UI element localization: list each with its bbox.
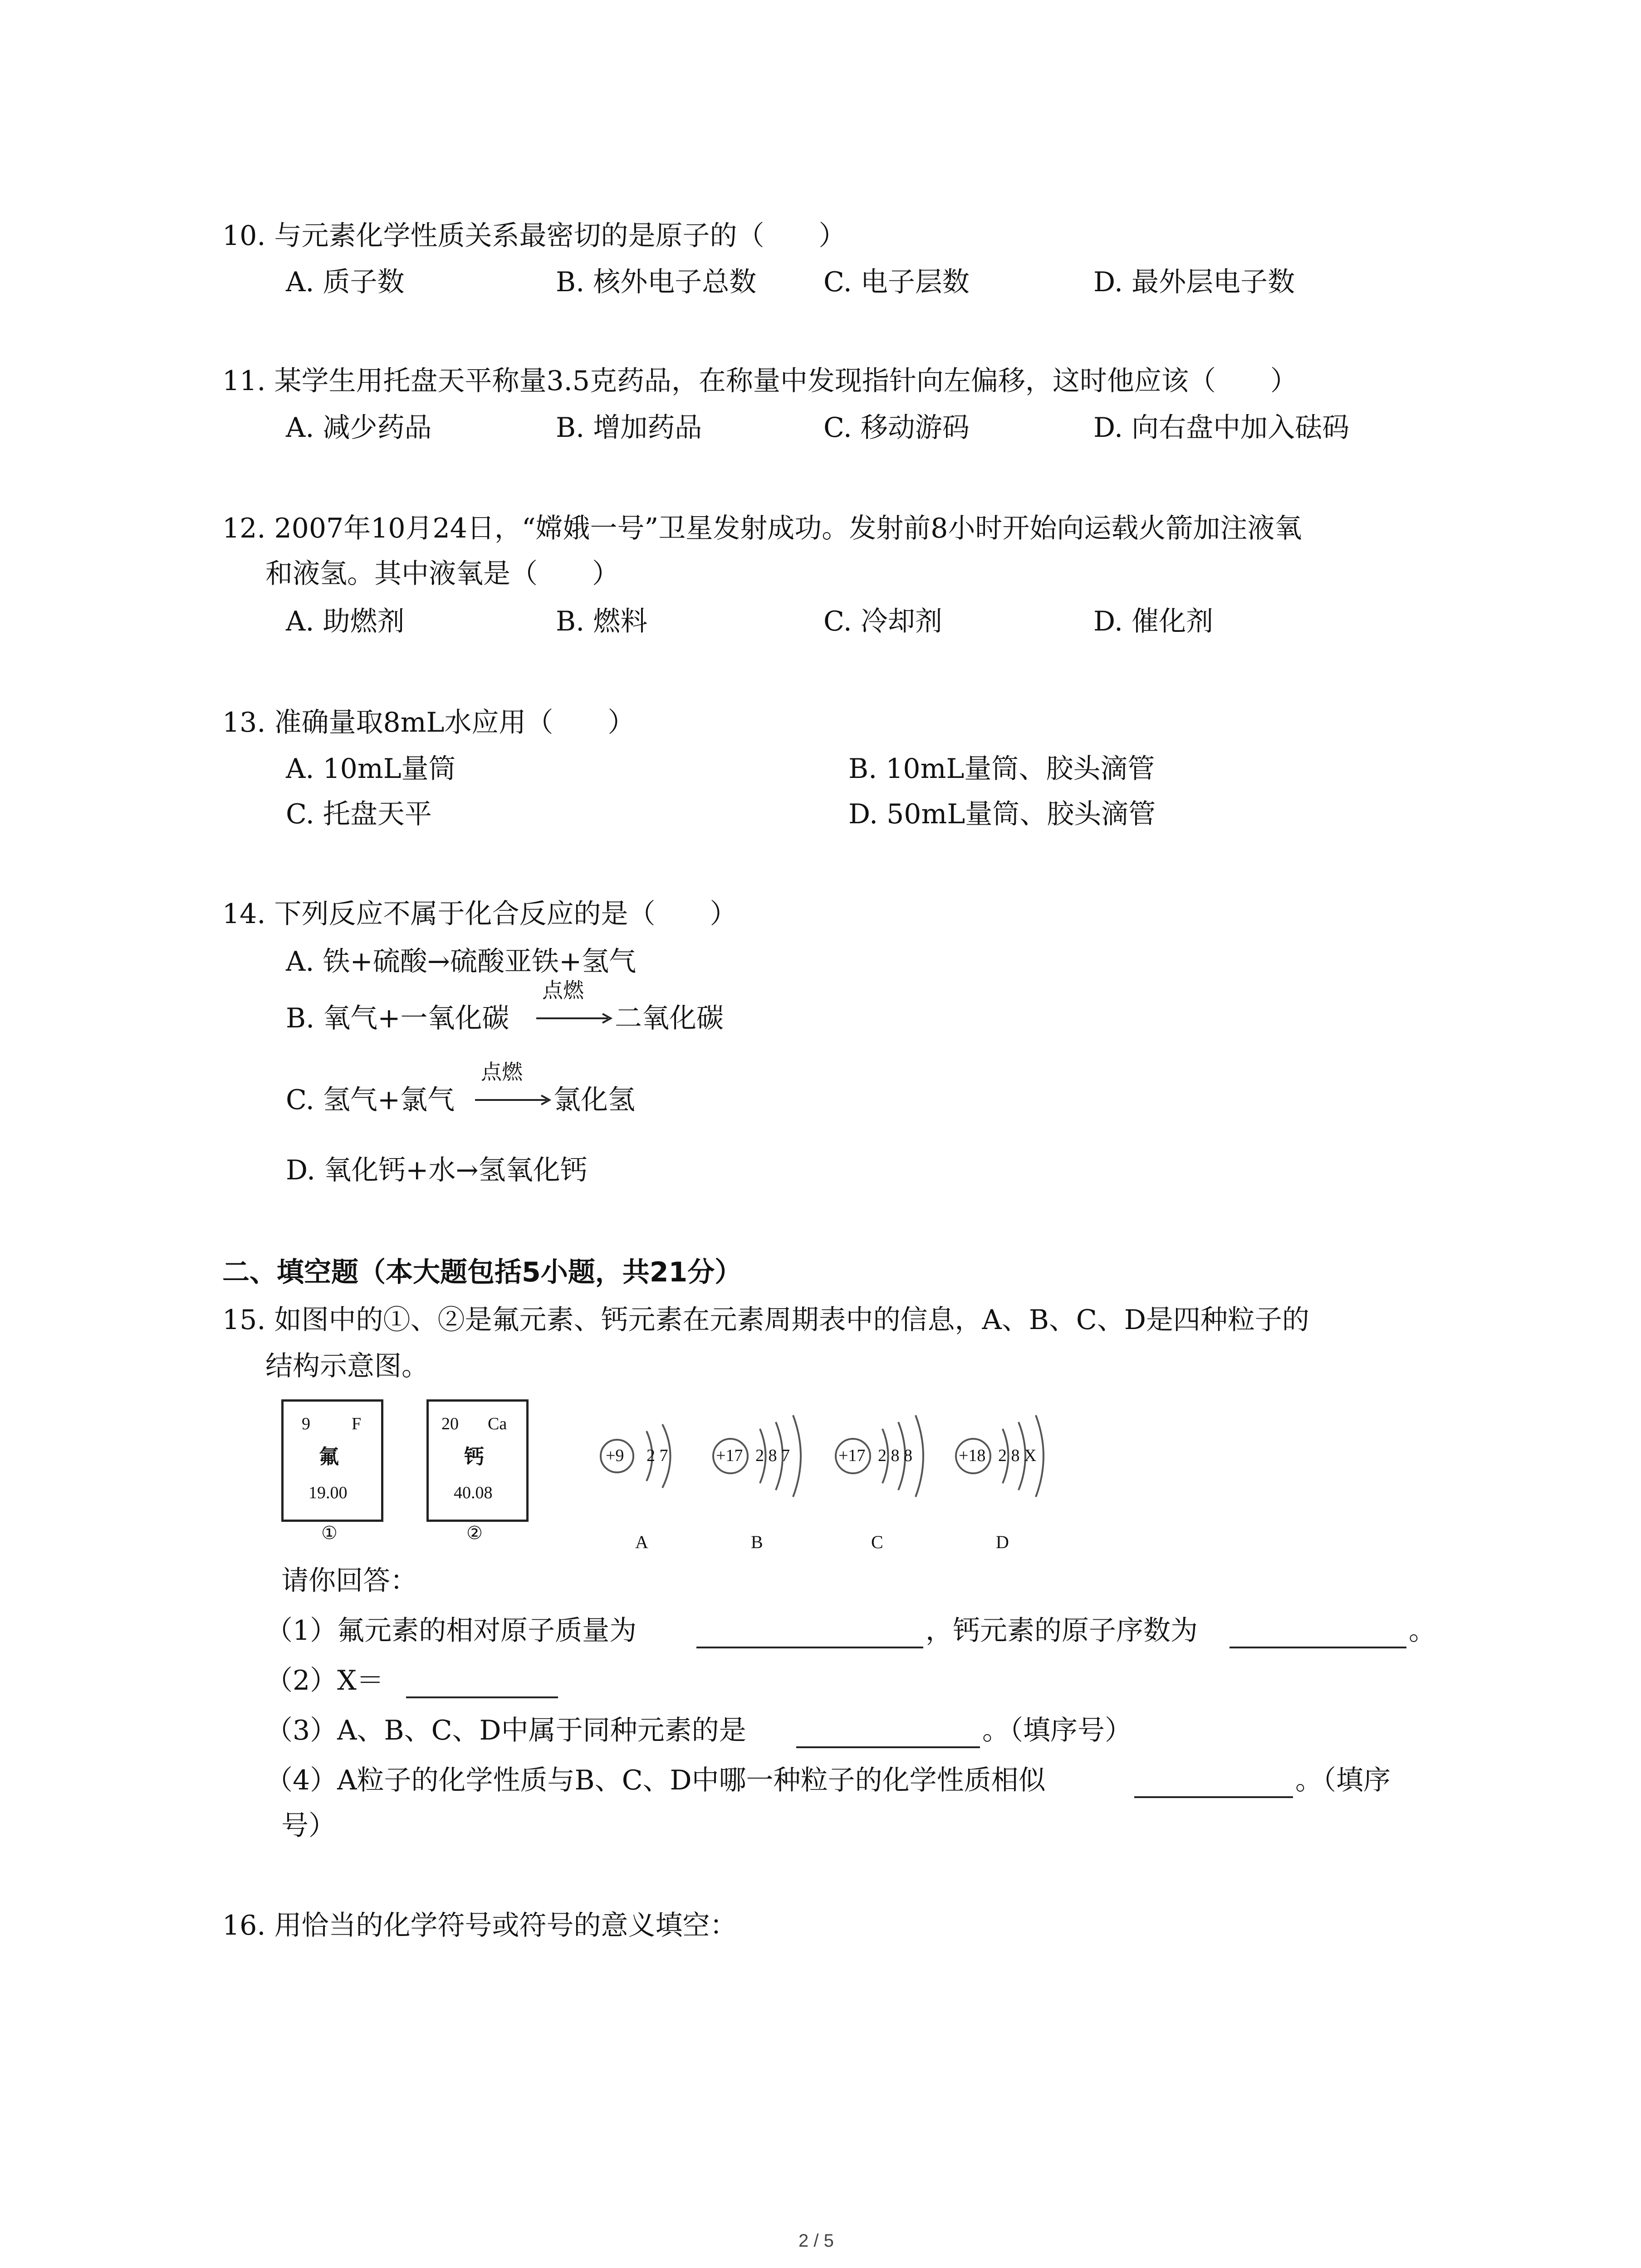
q14-option-d: D. 氧化钙+水→氢氧化钙 [286,1154,588,1186]
element-name: 钙 [464,1445,484,1468]
q15-stem-line2: 结构示意图。 [265,1350,429,1382]
atomic-number: 9 [302,1414,310,1433]
q12-stem-line1: 12. 2007年10月24日，“嫦娥一号”卫星发射成功。发射前8小时开始向运载火箭加注液氧 [222,513,1302,544]
q15-sub1-text: （1）氟元素的相对原子质量为 [265,1615,637,1647]
q15-prompt: 请你回答： [281,1565,417,1597]
q15-sub4-text-2: 。（填序 [1295,1765,1391,1796]
q14-option-c-left: C. 氢气+氯气 [286,1084,455,1116]
q14-stem: 14. 下列反应不属于化合反应的是（ ） [222,898,737,930]
atom-c-nucleus: +17 [838,1446,866,1465]
q13-option-a: A. 10mL量筒 [286,753,456,785]
q15-sub3-blank[interactable] [796,1746,980,1748]
atom-c-electrons: 2 8 8 [878,1446,912,1465]
q15-sub3-text-2: 。（填序号） [982,1715,1132,1746]
element-symbol: Ca [488,1414,507,1433]
q14-c-arrow [474,1093,551,1107]
cell-caption-2: ② [466,1523,483,1543]
q11-option-c: C. 移动游码 [823,412,970,444]
q14-option-b-left: B. 氧气+一氧化碳 [286,1002,509,1034]
q15-sub4-text-3: 号） [281,1810,336,1842]
atom-a-electrons: 2 7 [647,1446,668,1465]
q13-option-b: B. 10mL量筒、胶头滴管 [848,753,1155,785]
q15-sub1-text-3: 。 [1409,1615,1436,1647]
q13-stem: 13. 准确量取8mL水应用（ ） [222,707,635,738]
atomic-number: 20 [441,1414,459,1433]
atomic-mass: 40.08 [454,1483,493,1502]
q15-sub1-blank-number[interactable] [1230,1647,1406,1648]
element-name: 氟 [319,1445,339,1468]
atom-structure-diagrams [590,1388,1080,1551]
q12-option-a: A. 助燃剂 [286,606,405,637]
q15-stem-line1: 15. 如图中的①、②是氟元素、钙元素在元素周期表中的信息，A、B、C、D是四种粒子的 [222,1304,1309,1336]
q15-sub2-text: （2）X＝ [265,1665,384,1696]
section-2-title: 二、填空题（本大题包括5小题，共21分） [222,1256,742,1288]
q13-option-d: D. 50mL量筒、胶头滴管 [848,798,1156,830]
element-symbol: F [352,1414,362,1433]
atom-c-label: C [871,1532,883,1552]
q12-stem-line2: 和液氢。其中液氧是（ ） [265,558,619,590]
atom-a-label: A [635,1532,648,1552]
q14-option-c-right: 氯化氢 [554,1084,635,1116]
q16-stem: 16. 用恰当的化学符号或符号的意义填空： [222,1910,737,1941]
atom-d-electrons: 2 8 X [998,1446,1037,1465]
q11-option-a: A. 减少药品 [286,412,432,444]
q14-b-arrow [535,1012,612,1025]
q11-stem: 11. 某学生用托盘天平称量3.5克药品，在称量中发现指针向左偏移，这时他应该（ ） [222,365,1298,397]
q14-c-condition: 点燃 [481,1060,523,1084]
q15-sub4-blank[interactable] [1134,1796,1293,1798]
q12-option-d: D. 催化剂 [1093,606,1214,637]
cell-caption-1: ① [321,1523,338,1543]
q11-option-d: D. 向右盘中加入砝码 [1093,412,1350,444]
q14-option-a: A. 铁+硫酸→硫酸亚铁+氢气 [286,946,637,978]
q10-stem: 10. 与元素化学性质关系最密切的是原子的（ ） [222,220,846,252]
q15-sub4-text: （4）A粒子的化学性质与B、C、D中哪一种粒子的化学性质相似 [265,1765,1046,1796]
q15-sub1-text-2: ，钙元素的原子序数为 [926,1615,1198,1647]
atom-b-nucleus: +17 [716,1446,743,1465]
periodic-cell-calcium [426,1399,529,1522]
q10-option-a: A. 质子数 [286,266,405,298]
q14-option-b-right: 二氧化碳 [615,1002,724,1034]
atomic-mass: 19.00 [309,1483,348,1502]
q11-option-b: B. 增加药品 [556,412,702,444]
q13-option-c: C. 托盘天平 [286,798,432,830]
q12-option-c: C. 冷却剂 [823,606,942,637]
q12-option-b: B. 燃料 [556,606,648,637]
q15-sub3-text: （3）A、B、C、D中属于同种元素的是 [265,1715,746,1746]
q10-option-b: B. 核外电子总数 [556,266,757,298]
periodic-cell-fluorine [281,1399,383,1522]
q14-b-condition: 点燃 [542,978,584,1002]
atom-a-nucleus: +9 [606,1446,624,1465]
atom-b-label: B [751,1532,763,1552]
q10-option-c: C. 电子层数 [823,266,970,298]
atom-d-label: D [996,1532,1009,1552]
atom-d-nucleus: +18 [959,1446,986,1465]
atom-b-electrons: 2 8 7 [755,1446,790,1465]
q15-sub2-blank[interactable] [406,1696,558,1698]
q15-sub1-blank-mass[interactable] [696,1647,923,1648]
q10-option-d: D. 最外层电子数 [1093,266,1295,298]
page-number: 2 / 5 [798,2231,834,2251]
